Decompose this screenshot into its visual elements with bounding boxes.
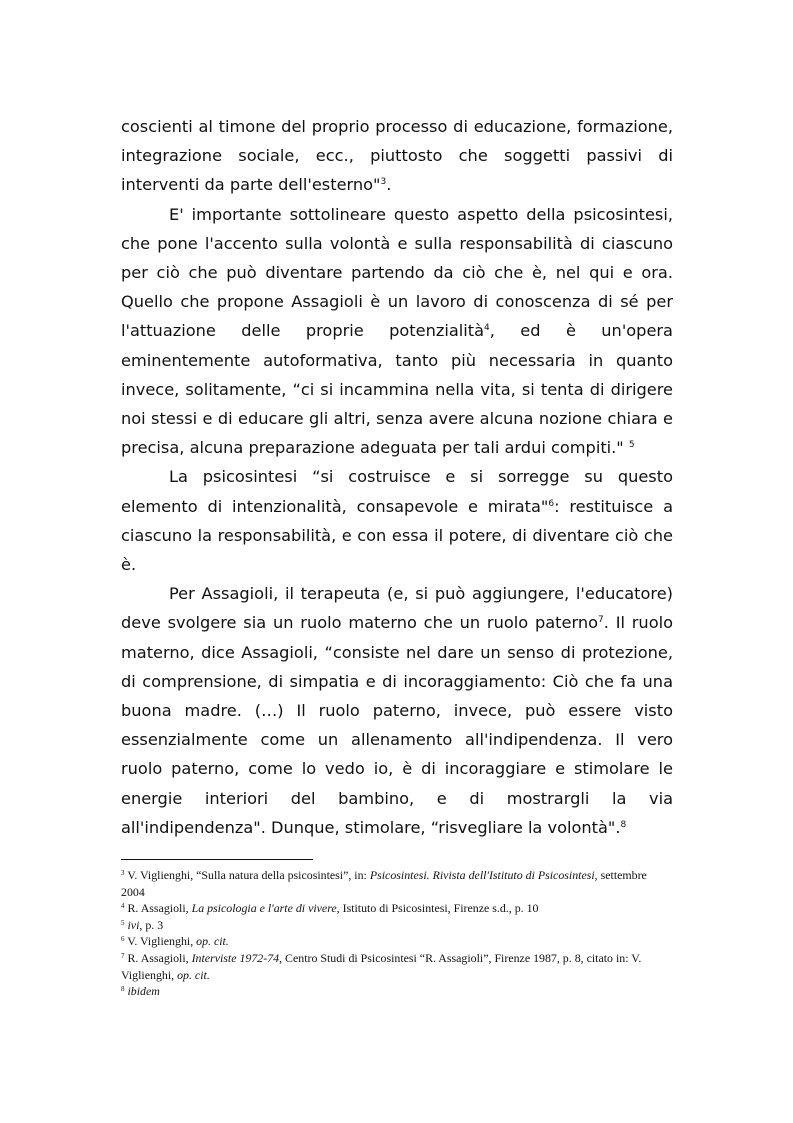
paragraph-text: . [386,175,392,195]
footnote-separator [121,859,313,860]
footnote-ref-3[interactable]: 3 [380,177,387,188]
paragraph-text: coscienti al timone del proprio processo di educazione, formazione, integrazione sociale, ecc., piuttosto che soggetti passivi di interventi da parte dell'esterno" [121,117,673,195]
footnote-number: 7 [121,951,125,960]
footnote-italic: op. cit. [196,934,229,949]
paragraph-text: Per Assagioli, il terapeuta (e, si può aggiungere, l'educatore) deve svolgere sia un ruolo materno che un ruolo paterno [121,584,673,633]
body-text [121,112,673,842]
footnote-italic: ivi [127,917,140,932]
paragraph-text: La psicosintesi “si costruisce e si sorregge su questo elemento di intenzionalità, consapevole e mirata" [121,467,673,516]
footnote-text: , Istituto di Psicosintesi, Firenze s.d., p. 10 [336,901,539,916]
paragraph-1 [121,112,673,200]
footnote-number: 3 [121,869,125,877]
footnote-text: R. Assagioli, [127,950,192,965]
footnote-number: 8 [121,985,125,994]
footnote-italic: La psicologia e l'arte di vivere [191,901,337,916]
footnote-text: , settembre 2004 [121,868,647,899]
footnotes [121,867,673,1000]
footnote-text: , Centro Studi di Psicosintesi “R. Assagioli”, Firenze 1987, p. 8, citato in: V. Viglienghi, [121,950,642,982]
footnote-text: V. Viglienghi, “Sulla natura della psicosintesi”, in: [127,868,370,882]
footnote-ref-5[interactable]: 5 [628,440,635,451]
paragraph-3 [121,462,673,579]
footnote-6 [121,933,673,950]
footnote-3 [121,867,673,900]
footnote-number: 4 [121,902,125,911]
paragraph-text: , ed è un'opera eminentemente autoformativa, tanto più necessaria in quanto invece, solitamente, “ci si incammina nella vita, si tenta di dirigere noi stessi e di educare gli altri, senza avere alcuna nozione chiara e precisa, alcuna preparazione adeguata per tali ardui compiti." [121,321,673,458]
footnote-5 [121,917,673,934]
footnote-8 [121,983,673,1000]
footnote-ref-8[interactable]: 8 [620,819,627,830]
footnote-number: 5 [121,918,125,927]
paragraph-text: : restituisce a ciascuno la responsabilità, e con essa il potere, di diventare ciò che è. [121,496,673,575]
paragraph-2 [121,200,673,463]
paragraph-4 [121,579,673,842]
footnote-text: V. Viglienghi, [127,934,197,949]
footnote-italic: op. cit. [177,967,210,982]
footnote-ref-6[interactable]: 6 [548,498,555,509]
footnote-4 [121,900,673,917]
footnote-text: , p. 3 [139,917,164,932]
footnote-ref-7[interactable]: 7 [598,615,604,626]
footnote-text: R. Assagioli, [127,901,192,916]
footnote-ref-4[interactable]: 4 [484,323,490,334]
paragraph-text: E' importante sottolineare questo aspetto della psicosintesi, che pone l'accento sulla volontà e sulla responsabilità di ciascuno per ciò che può diventare partendo da ciò che è, nel qui e ora. Quello che propone Assagioli è un lavoro di conoscenza di sé per l'attuazione delle proprie potenzialità [121,204,673,341]
paragraph-text: . Il ruolo materno, dice Assagioli, “consiste nel dare un senso di protezione, di comprensione, di simpatia e di incoraggiamento: Ciò che fa una buona madre. (…) Il ruolo paterno, invece, può essere visto essenzialmente come un allenamento all'indipendenza. Il vero ruolo paterno, come lo vedo io, è di incoraggiare e stimolare le energie interiori del bambino, e di mostrargli la via all'indipendenza". Dunque, stimolare, “risvegliare la volontà". [121,613,673,837]
footnote-italic: ibidem [127,984,160,999]
footnote-7 [121,950,673,983]
footnote-italic: Interviste 1972-74 [191,950,280,965]
footnote-italic: Psicosintesi. Rivista dell'Istituto di Psicosintesi [369,868,595,882]
footnote-number: 6 [121,935,125,944]
